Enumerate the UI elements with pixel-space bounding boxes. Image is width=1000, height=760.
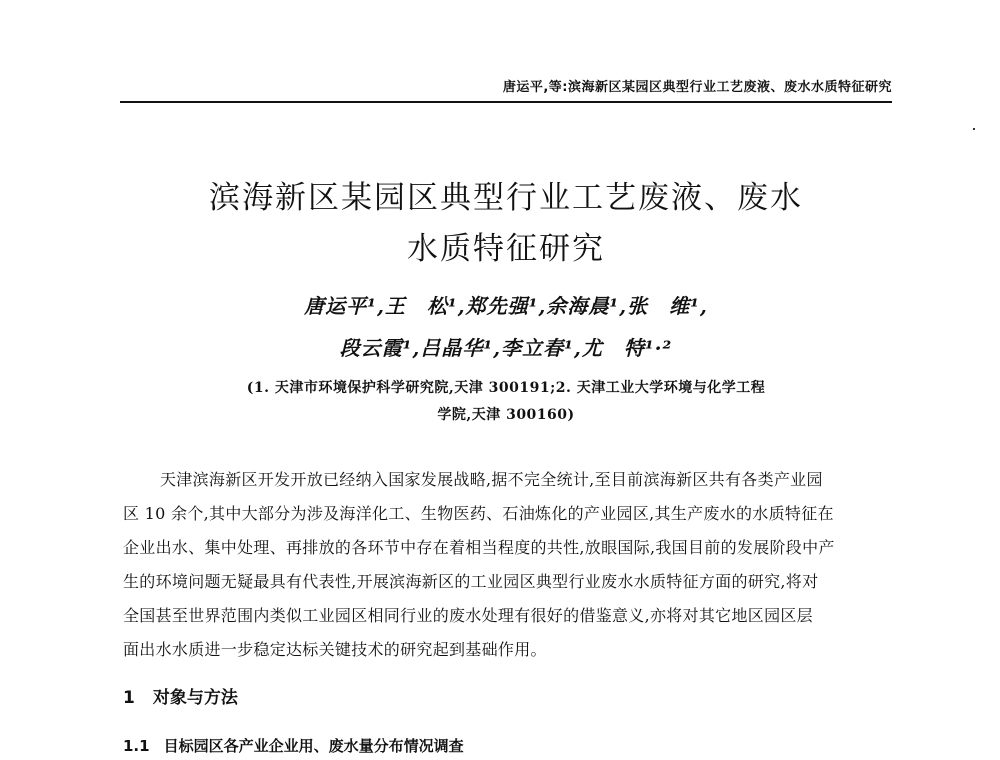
authors-line-2: 段云霞¹,吕晶华¹,李立春¹,尤 特¹·² <box>339 336 673 360</box>
title-line-2: 水质特征研究 <box>407 231 605 267</box>
section-1-1-number: 1.1 <box>123 737 150 755</box>
intro-line: 生的环境问题无疑最具有代表性,开展滨海新区的工业园区典型行业废水水质特征方面的研究,将对 <box>123 572 819 591</box>
intro-line: 全国甚至世界范围内类似工业园区相同行业的废水处理有很好的借鉴意义,亦将对其它地区园区层 <box>123 606 813 625</box>
affiliation-line-1: (1. 天津市环境保护科学研究院,天津 300191;2. 天津工业大学环境与化学工程 <box>246 380 766 396</box>
section-1-1-heading <box>123 735 464 756</box>
title-line-1: 滨海新区某园区典型行业工艺废液、废水 <box>209 180 803 216</box>
intro-line: 面出水水质进一步稳定达标关键技术的研究起到基础作用。 <box>123 640 547 659</box>
section-1-title: 对象与方法 <box>152 688 238 708</box>
intro-line: 区 10 余个,其中大部分为涉及海洋化工、生物医药、石油炼化的产业园区,其生产废水的水质特征在 <box>123 504 834 523</box>
section-1-heading <box>123 683 238 708</box>
section-1-number: 1 <box>123 688 135 708</box>
intro-line: 天津滨海新区开发开放已经纳入国家发展战略,据不完全统计,至目前滨海新区共有各类产业园 <box>160 470 823 489</box>
section-1-1-title: 目标园区各产业企业用、废水量分布情况调查 <box>163 737 464 755</box>
running-header: 唐运平,等:滨海新区某园区典型行业工艺废液、废水水质特征研究 <box>502 80 892 95</box>
authors-line-1: 唐运平¹,王 松¹,郑先强¹,余海晨¹,张 维¹, <box>304 294 708 318</box>
header-rule <box>120 101 892 103</box>
scan-speck <box>973 128 975 130</box>
intro-line: 企业出水、集中处理、再排放的各环节中存在着相当程度的共性,放眼国际,我国目前的发展阶段中产 <box>123 538 835 557</box>
affiliation-line-2: 学院,天津 300160) <box>437 407 575 423</box>
